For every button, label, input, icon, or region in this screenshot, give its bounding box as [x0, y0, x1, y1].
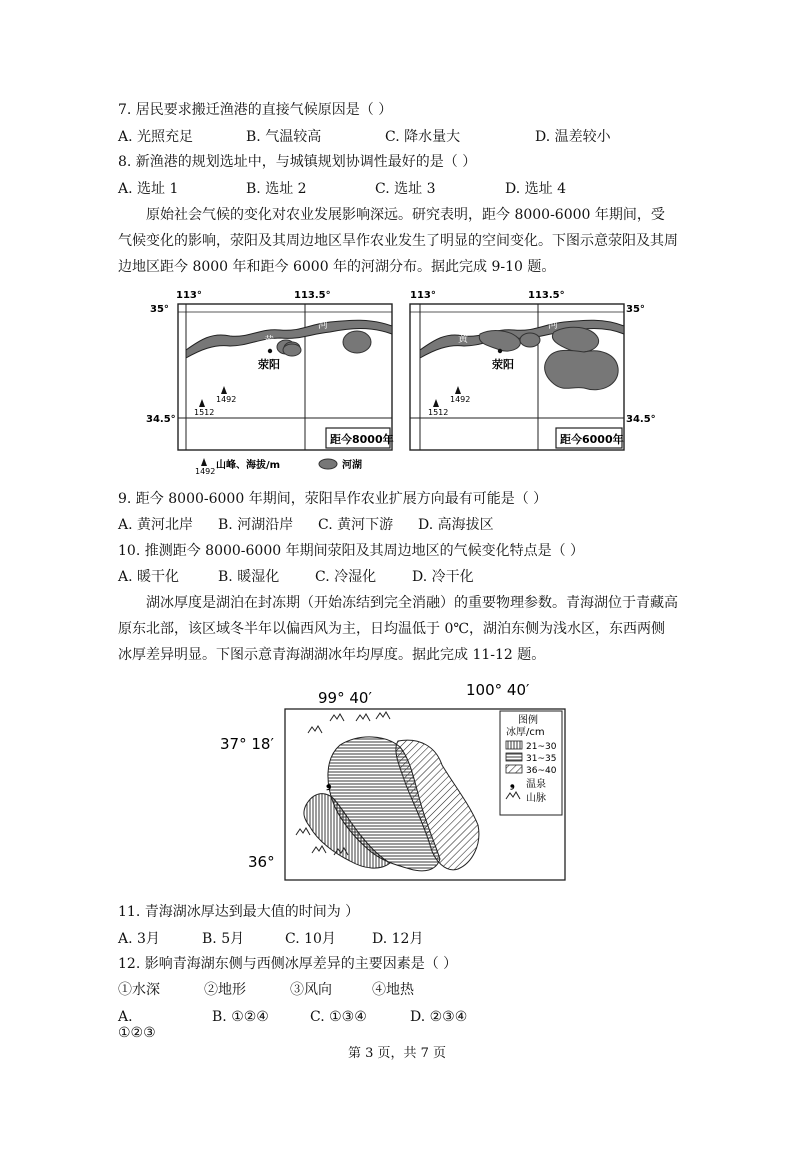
q12-option-c: C. ①③④: [310, 1009, 367, 1025]
q12-option-a-value: ①②③: [118, 1025, 156, 1041]
legend-item-31-35: 31~35: [526, 754, 557, 764]
river-char-1-right: 黄: [458, 334, 468, 345]
q12-factor-1: ①水深: [118, 982, 160, 998]
passage-1: 原始社会气候的变化对农业发展影响深远。研究表明，距今 8000-6000 年期间，受气候变化的影响，荥阳及其周边地区旱作农业发生了明显的空间变化。下图示意荥阳及其周边地区距今 8000 年和距今 6000 年的河湖分布。据此完成 9-10 题。: [118, 207, 678, 275]
lat-top-right: 35°: [626, 304, 645, 315]
q12-factor-4: ④地热: [372, 982, 414, 998]
peak-1492-right: 1492: [450, 395, 471, 404]
lon-left: 113°: [176, 290, 202, 301]
q12-option-b: B. ①②④: [212, 1009, 269, 1025]
legend-mountain: 山脉: [526, 793, 546, 804]
q7-option-d: D. 温差较小: [535, 129, 611, 145]
lat-bottom-right: 34.5°: [626, 414, 656, 425]
q8-option-d: D. 选址 4: [505, 181, 566, 197]
label-6000: 距今6000年: [560, 433, 624, 446]
peak-1492: 1492: [216, 395, 237, 404]
legend-peak-text: 山峰、海拔/m: [216, 460, 281, 471]
q12-factor-3: ③风向: [290, 982, 332, 998]
q11-option-b: B. 5月: [202, 931, 245, 947]
q11-stem: 11. 青海湖冰厚达到最大值的时间为 ）: [118, 904, 360, 920]
q7-option-b: B. 气温较高: [246, 129, 322, 145]
q10-option-c: C. 冷湿化: [315, 569, 377, 585]
lat-bottom: 34.5°: [146, 414, 176, 425]
q11-option-c: C. 10月: [285, 931, 336, 947]
q10-option-a: A. 暖干化: [118, 569, 180, 585]
q7-option-c: C. 降水量大: [385, 129, 461, 145]
ice-legend: [500, 711, 562, 815]
page-footer: 第 3 页，共 7 页: [347, 1046, 447, 1061]
peak-triangle-icon: [199, 399, 205, 407]
city-label-right: 荥阳: [492, 358, 514, 371]
lon-right: 113.5°: [294, 290, 331, 301]
map-panel-6000: [410, 304, 624, 450]
q11-option-d: D. 12月: [372, 931, 424, 947]
q8-option-c: C. 选址 3: [375, 181, 436, 197]
legend-swatch-21-30: [506, 741, 522, 749]
peak-1512-right: 1512: [428, 408, 449, 417]
q12-stem: 12. 影响青海湖东侧与西侧冰厚差异的主要因素是（ ）: [118, 956, 458, 972]
q8-option-b: B. 选址 2: [246, 181, 307, 197]
q8-option-a: A. 选址 1: [118, 181, 179, 197]
legend-spring: 温泉: [526, 779, 546, 790]
lon-100-40: 100° 40′: [466, 681, 530, 699]
river-lake-map: [140, 288, 656, 478]
q12-option-d: D. ②③④: [410, 1009, 468, 1025]
lon-left-right-panel: 113°: [410, 290, 436, 301]
q9-option-c: C. 黄河下游: [318, 517, 394, 533]
q8-stem: 8. 新渔港的规划选址中，与城镇规划协调性最好的是（ ）: [118, 154, 477, 170]
lat-top: 35°: [150, 304, 169, 315]
q7-stem: 7. 居民要求搬迁渔港的直接气候原因是（ ）: [118, 102, 393, 118]
legend-item-36-40: 36~40: [526, 766, 557, 776]
city-label: 荥阳: [258, 358, 280, 371]
hot-spring-icon: ❟: [326, 775, 332, 791]
map-panel-8000: [178, 304, 394, 450]
lat-37-18: 37° 18′: [220, 735, 274, 753]
q7-option-a: A. 光照充足: [118, 129, 194, 145]
lat-36: 36°: [248, 853, 275, 871]
lon-right-right-panel: 113.5°: [528, 290, 565, 301]
q10-option-b: B. 暖湿化: [218, 569, 280, 585]
q9-option-a: A. 黄河北岸: [118, 517, 194, 533]
q11-option-a: A. 3月: [118, 931, 160, 947]
legend-swatch-36-40: [506, 765, 522, 773]
lon-99-40: 99° 40′: [318, 689, 372, 707]
passage-2: 湖冰厚度是湖泊在封冻期（开始冻结到完全消融）的重要物理参数。青海湖位于青藏高原东北部，该区域冬半年以偏西风为主，日均温低于 0℃，湖泊东侧为浅水区，东西两侧冰厚差异明显。下图示意青海湖湖冰年均厚度。据此完成 11-12 题。: [118, 595, 678, 663]
legend-lake-icon: [319, 459, 337, 469]
legend-item-21-30: 21~30: [526, 742, 557, 752]
q9-stem: 9. 距今 8000-6000 年期间，荥阳旱作农业扩展方向最有可能是（ ）: [118, 491, 548, 507]
peak-1512: 1512: [194, 408, 215, 417]
river-char-2: 河: [318, 320, 328, 331]
q10-option-d: D. 冷干化: [412, 569, 474, 585]
river-char-1: 黄: [264, 336, 274, 347]
legend-swatch-31-35: [506, 753, 522, 761]
river-char-2-right: 河: [548, 320, 558, 331]
legend-lake-text: 河湖: [342, 460, 362, 471]
q12-factor-2: ②地形: [204, 982, 246, 998]
legend-unit: 冰厚/cm: [506, 727, 545, 738]
peak-triangle-icon: [221, 386, 227, 394]
label-8000: 距今8000年: [330, 433, 394, 446]
qinghai-lake-ice-map: [210, 675, 580, 890]
legend-title: 图例: [518, 715, 538, 726]
legend-spring-icon: ❟: [510, 776, 515, 790]
legend-peak-icon: [201, 458, 207, 466]
q9-option-b: B. 河湖沿岸: [218, 517, 294, 533]
peak-triangle-icon: [433, 399, 439, 407]
q9-option-d: D. 高海拔区: [418, 517, 494, 533]
legend-peak-value: 1492: [195, 467, 216, 476]
peak-triangle-icon: [455, 386, 461, 394]
q12-option-a: A.: [118, 1009, 133, 1025]
q10-stem: 10. 推测距今 8000-6000 年期间荥阳及其周边地区的气候变化特点是（ ）: [118, 543, 585, 559]
